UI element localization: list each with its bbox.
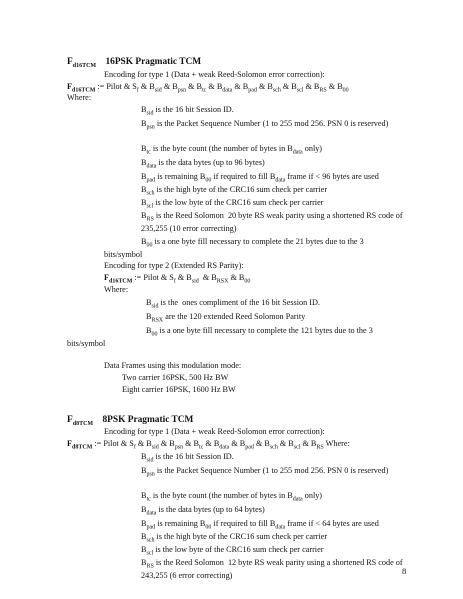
section1-where2: Where:	[104, 285, 129, 294]
s2-def-sch: $B_{sch}$ is the high byte of the CRC16 sum check per carrier	[141, 532, 328, 544]
s2-def-pad: $B_{pad}$ is remaining $B_{00}$ if required to fill $B_{data}$ frame if < 64 bytes are used	[141, 519, 379, 531]
def2-sid: $B_{sid}$ is the ones compliment of the 16 bit Session ID.	[146, 298, 320, 310]
section1-where: Where:	[67, 93, 92, 102]
def2-rsx: $B_{RSX}$ are the 120 extended Reed Solomon Parity	[146, 312, 306, 324]
def-pad: $B_{pad}$ is remaining $B_{00}$ if required to fill $B_{data}$ frame if < 96 bytes are used	[141, 172, 379, 184]
section1-type1-note: Encoding for type 1 (Data + weak Reed-Solomon error correction):	[104, 70, 325, 79]
def-00: $B_{00}$ is a one byte fill necessary to complete the 21 bytes due to the 3	[141, 237, 364, 249]
def-psn: $B_{psn}$ is the Packet Sequence Number (1 to 255 mod 256. PSN 0 is reserved)	[141, 119, 389, 131]
section1-formula2: $F_{d16TCM}$ := Pilot & $S_f$ & $B_{sid}$ & $B_{RSX}$ & $B_{00}$	[104, 273, 251, 285]
s2-def-psn: $B_{psn}$ is the Packet Sequence Number (1 to 255 mod 256. PSN 0 is reserved)	[141, 466, 389, 478]
section2-heading-title: 8PSK Pragmatic TCM	[102, 415, 194, 425]
s2-def-sid: $B_{sid}$ is the 16 bit Session ID.	[141, 452, 234, 464]
def-sid: $B_{sid}$ is the 16 bit Session ID.	[141, 105, 234, 117]
section1-heading: $F_{d16TCM}$ 16PSK Pragmatic TCM	[67, 57, 202, 69]
page-number: 8	[402, 566, 407, 576]
section1-heading-title: 16PSK Pragmatic TCM	[105, 57, 202, 67]
section2-formula: $F_{d8TCM}$ := Pilot & $S_f$ & $B_{sid}$ & $B_{psn}$ & $B_{tc}$ & $B_{data}$ & $B_{pad}$ & $B_{sch}$ & $B_{scl}$ & $B_{RS}$ Where:	[67, 439, 350, 451]
section1-formula: $F_{d16TCM}$ := Pilot & $S_f$ & $B_{sid}$ & $B_{psn}$ & $B_{tc}$ & $B_{data}$ & $B_{pad}$ & $B_{sch}$ & $B_{scl}$ & $B_{RS}$ & $B_{00}$	[67, 82, 349, 94]
s2-def-tc: $B_{tc}$ is the byte count (the number of bytes in $B_{data}$ only)	[141, 491, 323, 503]
def-rs: $B_{RS}$ is the Reed Solomon 20 byte RS weak parity using a shortened RS code of 235,255 (10 error correcting)	[141, 211, 403, 233]
def-scl: $B_{scl}$ is the low byte of the CRC16 sum check per carrier	[141, 198, 324, 210]
def-sch: $B_{sch}$ is the high byte of the CRC16 sum check per carrier	[141, 185, 328, 197]
def-tc: $B_{tc}$ is the byte count (the number of bytes in $B_{data}$ only)	[141, 144, 323, 156]
s2-def-scl: $B_{scl}$ is the low byte of the CRC16 sum check per carrier	[141, 545, 324, 557]
frame-item-1: Two carrier 16PSK, 500 Hz BW	[122, 373, 229, 382]
section2-heading: $F_{d8TCM}$ 8PSK Pragmatic TCM	[67, 415, 194, 427]
def2-00: $B_{00}$ is a one byte fill necessary to complete the 121 bytes due to the 3	[146, 326, 373, 338]
section2-type1-note: Encoding for type 1 (Data + weak Reed-Solomon error correction):	[104, 427, 325, 436]
def-00-cont: bits/symbol	[104, 250, 143, 259]
s2-def-data: $B_{data}$ is the data bytes (up to 64 bytes)	[141, 505, 265, 517]
s2-def-rs: $B_{RS}$ is the Reed Solomon 12 byte RS weak parity using a shortened RS code of 243,255 (6 error correcting)	[141, 558, 403, 580]
frames-title: Data Frames using this modulation mode:	[104, 361, 242, 370]
frame-item-2: Eight carrier 16PSK, 1600 Hz BW	[122, 385, 236, 394]
section1-type2-note: Encoding for type 2 (Extended RS Parity):	[104, 261, 244, 270]
def2-00-cont: bits/symbol	[67, 339, 106, 348]
def-data: $B_{data}$ is the data bytes (up to 96 bytes)	[141, 158, 265, 170]
